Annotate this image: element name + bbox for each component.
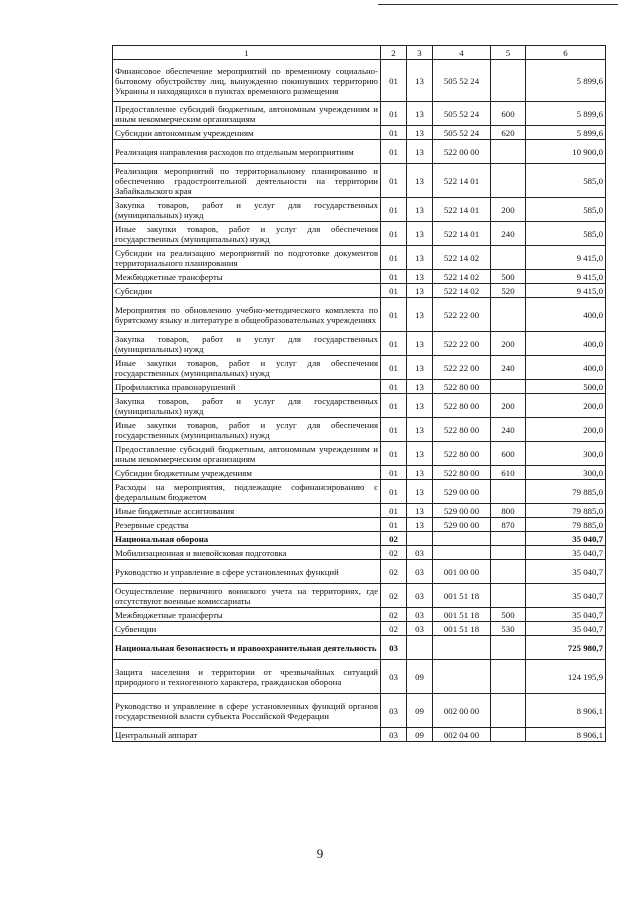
- row-section-code: 02: [381, 622, 407, 636]
- row-target-code: 002 04 00: [433, 728, 491, 742]
- row-target-code: 001 00 00: [433, 560, 491, 584]
- row-section-code: 01: [381, 518, 407, 532]
- row-amount: 35 040,7: [526, 584, 606, 608]
- row-name: Осуществление первичного воинского учета на территориях, где отсутствуют военные комиссариаты: [113, 584, 381, 608]
- table-row: [113, 284, 606, 298]
- row-section-code: 01: [381, 394, 407, 418]
- table-row: [113, 270, 606, 284]
- table-row: [113, 480, 606, 504]
- row-amount: 300,0: [526, 466, 606, 480]
- row-amount: 124 195,9: [526, 660, 606, 694]
- row-expense-type-code: 200: [491, 394, 526, 418]
- table-body: [113, 60, 606, 742]
- row-section-code: 03: [381, 636, 407, 660]
- table-row: [113, 356, 606, 380]
- row-name: Иные бюджетные ассигнования: [113, 504, 381, 518]
- row-section-code: 01: [381, 466, 407, 480]
- row-section-code: 01: [381, 380, 407, 394]
- row-subsection-code: 13: [407, 222, 433, 246]
- header-col-4: 4: [433, 46, 491, 60]
- row-target-code: [433, 636, 491, 660]
- row-target-code: 529 00 00: [433, 504, 491, 518]
- row-name: Финансовое обеспечение мероприятий по временному социально-бытовому обустройству лиц, вынужденно покинувших территорию Украины и находящихся в пунктах временного размещения: [113, 60, 381, 102]
- row-target-code: 522 00 00: [433, 140, 491, 164]
- row-section-code: 01: [381, 222, 407, 246]
- row-subsection-code: 03: [407, 608, 433, 622]
- row-amount: 35 040,7: [526, 560, 606, 584]
- row-subsection-code: 13: [407, 164, 433, 198]
- row-amount: 9 415,0: [526, 270, 606, 284]
- row-subsection-code: 13: [407, 246, 433, 270]
- row-expense-type-code: [491, 380, 526, 394]
- table-row: [113, 418, 606, 442]
- top-rule: [378, 4, 618, 5]
- row-expense-type-code: 500: [491, 270, 526, 284]
- header-col-6: 6: [526, 46, 606, 60]
- row-section-code: 01: [381, 284, 407, 298]
- row-target-code: 522 14 02: [433, 270, 491, 284]
- row-expense-type-code: [491, 60, 526, 102]
- row-section-code: 01: [381, 102, 407, 126]
- row-section-code: 01: [381, 198, 407, 222]
- table-row: [113, 560, 606, 584]
- header-col-3: 3: [407, 46, 433, 60]
- row-subsection-code: 13: [407, 504, 433, 518]
- row-amount: 9 415,0: [526, 284, 606, 298]
- row-expense-type-code: 610: [491, 466, 526, 480]
- row-section-code: 03: [381, 728, 407, 742]
- row-subsection-code: 13: [407, 380, 433, 394]
- row-subsection-code: 13: [407, 518, 433, 532]
- row-subsection-code: [407, 636, 433, 660]
- table-row: [113, 608, 606, 622]
- row-target-code: 522 22 00: [433, 356, 491, 380]
- row-name: Межбюджетные трансферты: [113, 608, 381, 622]
- row-subsection-code: 09: [407, 728, 433, 742]
- row-expense-type-code: [491, 636, 526, 660]
- row-subsection-code: 13: [407, 126, 433, 140]
- row-target-code: 001 51 18: [433, 622, 491, 636]
- row-target-code: 522 80 00: [433, 394, 491, 418]
- row-amount: 8 906,1: [526, 694, 606, 728]
- row-amount: 8 906,1: [526, 728, 606, 742]
- row-amount: 725 980,7: [526, 636, 606, 660]
- row-name: Предоставление субсидий бюджетным, автономным учреждениям и иным некоммерческим организациям: [113, 102, 381, 126]
- row-target-code: 002 00 00: [433, 694, 491, 728]
- header-col-2: 2: [381, 46, 407, 60]
- row-section-code: 01: [381, 164, 407, 198]
- row-amount: 585,0: [526, 222, 606, 246]
- row-expense-type-code: [491, 298, 526, 332]
- row-target-code: 522 14 01: [433, 164, 491, 198]
- row-expense-type-code: 240: [491, 356, 526, 380]
- row-target-code: [433, 546, 491, 560]
- row-name: Реализация направления расходов по отдельным мероприятиям: [113, 140, 381, 164]
- row-expense-type-code: [491, 660, 526, 694]
- table-row: [113, 126, 606, 140]
- row-name: Субсидии: [113, 284, 381, 298]
- row-name: Субсидии на реализацию мероприятий по подготовке документов территориального планирования: [113, 246, 381, 270]
- row-name: Расходы на мероприятия, подлежащие софинансированию с федеральным бюджетом: [113, 480, 381, 504]
- row-subsection-code: 13: [407, 60, 433, 102]
- row-section-code: 01: [381, 246, 407, 270]
- row-section-code: 02: [381, 584, 407, 608]
- row-subsection-code: 09: [407, 694, 433, 728]
- table-row: [113, 466, 606, 480]
- row-name: Резервные средства: [113, 518, 381, 532]
- row-amount: 35 040,7: [526, 622, 606, 636]
- row-target-code: 505 52 24: [433, 102, 491, 126]
- row-expense-type-code: 600: [491, 442, 526, 466]
- row-amount: 300,0: [526, 442, 606, 466]
- row-target-code: 522 14 02: [433, 246, 491, 270]
- row-subsection-code: 03: [407, 560, 433, 584]
- row-expense-type-code: 530: [491, 622, 526, 636]
- row-amount: 400,0: [526, 356, 606, 380]
- page-number: 9: [316, 846, 324, 861]
- row-amount: 10 900,0: [526, 140, 606, 164]
- row-name: Иные закупки товаров, работ и услуг для обеспечения государственных (муниципальных) нужд: [113, 222, 381, 246]
- row-section-code: 01: [381, 480, 407, 504]
- row-target-code: 522 80 00: [433, 418, 491, 442]
- row-expense-type-code: [491, 164, 526, 198]
- row-expense-type-code: [491, 140, 526, 164]
- row-section-code: 01: [381, 60, 407, 102]
- row-section-code: 02: [381, 560, 407, 584]
- row-expense-type-code: 240: [491, 222, 526, 246]
- row-target-code: 505 52 24: [433, 126, 491, 140]
- row-section-code: 01: [381, 418, 407, 442]
- row-expense-type-code: [491, 560, 526, 584]
- row-expense-type-code: [491, 246, 526, 270]
- row-section-code: 01: [381, 332, 407, 356]
- table-row: [113, 532, 606, 546]
- table-row: [113, 380, 606, 394]
- table-row: [113, 584, 606, 608]
- table-row: [113, 442, 606, 466]
- row-target-code: 001 51 18: [433, 584, 491, 608]
- row-amount: 5 899,6: [526, 102, 606, 126]
- row-target-code: 522 14 01: [433, 222, 491, 246]
- row-section-code: 02: [381, 546, 407, 560]
- row-name: Закупка товаров, работ и услуг для государственных (муниципальных) нужд: [113, 332, 381, 356]
- table-row: [113, 60, 606, 102]
- header-col-5: 5: [491, 46, 526, 60]
- table-row: [113, 164, 606, 198]
- row-expense-type-code: [491, 584, 526, 608]
- row-expense-type-code: 200: [491, 198, 526, 222]
- table-row: [113, 518, 606, 532]
- row-name: Субсидии бюджетным учреждениям: [113, 466, 381, 480]
- table-row: [113, 394, 606, 418]
- table-row: [113, 546, 606, 560]
- row-name: Национальная безопасность и правоохранительная деятельность: [113, 636, 381, 660]
- row-target-code: 522 80 00: [433, 380, 491, 394]
- row-expense-type-code: [491, 480, 526, 504]
- row-subsection-code: 03: [407, 584, 433, 608]
- row-amount: 200,0: [526, 394, 606, 418]
- row-amount: 585,0: [526, 164, 606, 198]
- row-target-code: 001 51 18: [433, 608, 491, 622]
- table-row: [113, 660, 606, 694]
- row-subsection-code: 13: [407, 418, 433, 442]
- row-amount: 500,0: [526, 380, 606, 394]
- row-name: Субвенции: [113, 622, 381, 636]
- row-target-code: 505 52 24: [433, 60, 491, 102]
- row-target-code: 522 22 00: [433, 332, 491, 356]
- row-expense-type-code: 800: [491, 504, 526, 518]
- table-row: [113, 332, 606, 356]
- row-subsection-code: 13: [407, 394, 433, 418]
- row-section-code: 01: [381, 140, 407, 164]
- row-expense-type-code: 500: [491, 608, 526, 622]
- table-row: [113, 694, 606, 728]
- header-col-1: 1: [113, 46, 381, 60]
- row-amount: 35 040,7: [526, 532, 606, 546]
- row-subsection-code: 13: [407, 102, 433, 126]
- row-amount: 5 899,6: [526, 60, 606, 102]
- row-amount: 400,0: [526, 332, 606, 356]
- table-row: [113, 622, 606, 636]
- row-name: Предоставление субсидий бюджетным, автономным учреждениям и иным некоммерческим организациям: [113, 442, 381, 466]
- row-expense-type-code: 600: [491, 102, 526, 126]
- row-subsection-code: 13: [407, 480, 433, 504]
- row-section-code: 02: [381, 608, 407, 622]
- row-subsection-code: 09: [407, 660, 433, 694]
- row-name: Защита населения и территории от чрезвычайных ситуаций природного и техногенного характера, гражданская оборона: [113, 660, 381, 694]
- row-subsection-code: 13: [407, 198, 433, 222]
- row-name: Реализация мероприятий по территориальному планированию и обеспечению градостроительной деятельности на территории Забайкальского края: [113, 164, 381, 198]
- row-amount: 200,0: [526, 418, 606, 442]
- row-expense-type-code: 520: [491, 284, 526, 298]
- row-name: Мероприятия по обновлению учебно-методического комплекта по бурятскому языку и литературе в общеобразовательных учреждениях: [113, 298, 381, 332]
- row-name: Закупка товаров, работ и услуг для государственных (муниципальных) нужд: [113, 394, 381, 418]
- row-name: Профилактика правонарушений: [113, 380, 381, 394]
- row-target-code: 522 80 00: [433, 466, 491, 480]
- row-subsection-code: 13: [407, 332, 433, 356]
- row-section-code: 03: [381, 660, 407, 694]
- row-amount: 9 415,0: [526, 246, 606, 270]
- row-amount: 400,0: [526, 298, 606, 332]
- table-row: [113, 246, 606, 270]
- row-amount: 585,0: [526, 198, 606, 222]
- row-amount: 79 885,0: [526, 480, 606, 504]
- row-section-code: 01: [381, 298, 407, 332]
- row-section-code: 03: [381, 694, 407, 728]
- row-target-code: [433, 660, 491, 694]
- row-target-code: 522 22 00: [433, 298, 491, 332]
- row-subsection-code: 13: [407, 466, 433, 480]
- row-amount: 35 040,7: [526, 546, 606, 560]
- table-row: [113, 198, 606, 222]
- table-row: [113, 140, 606, 164]
- budget-table: [112, 45, 606, 742]
- row-name: Иные закупки товаров, работ и услуг для обеспечения государственных (муниципальных) нужд: [113, 418, 381, 442]
- table-row: [113, 504, 606, 518]
- row-name: Субсидии автономным учреждениям: [113, 126, 381, 140]
- row-amount: 5 899,6: [526, 126, 606, 140]
- row-section-code: 02: [381, 532, 407, 546]
- row-expense-type-code: 870: [491, 518, 526, 532]
- row-name: Мобилизационная и вневойсковая подготовка: [113, 546, 381, 560]
- row-name: Закупка товаров, работ и услуг для государственных (муниципальных) нужд: [113, 198, 381, 222]
- row-section-code: 01: [381, 126, 407, 140]
- row-target-code: 522 80 00: [433, 442, 491, 466]
- row-name: Руководство и управление в сфере установленных функций: [113, 560, 381, 584]
- row-name: Центральный аппарат: [113, 728, 381, 742]
- row-subsection-code: 13: [407, 140, 433, 164]
- table-row: [113, 636, 606, 660]
- row-subsection-code: 13: [407, 270, 433, 284]
- table-row: [113, 102, 606, 126]
- row-section-code: 01: [381, 270, 407, 284]
- row-expense-type-code: 200: [491, 332, 526, 356]
- table-row: [113, 222, 606, 246]
- row-subsection-code: 13: [407, 284, 433, 298]
- row-section-code: 01: [381, 442, 407, 466]
- row-amount: 79 885,0: [526, 504, 606, 518]
- row-name: Национальная оборона: [113, 532, 381, 546]
- row-target-code: [433, 532, 491, 546]
- row-expense-type-code: [491, 532, 526, 546]
- row-subsection-code: [407, 532, 433, 546]
- row-target-code: 529 00 00: [433, 480, 491, 504]
- row-subsection-code: 13: [407, 298, 433, 332]
- row-subsection-code: 13: [407, 356, 433, 380]
- table-header-row: [113, 46, 606, 60]
- row-expense-type-code: [491, 546, 526, 560]
- row-section-code: 01: [381, 504, 407, 518]
- row-expense-type-code: [491, 694, 526, 728]
- row-target-code: 529 00 00: [433, 518, 491, 532]
- row-amount: 79 885,0: [526, 518, 606, 532]
- table-row: [113, 728, 606, 742]
- row-name: Иные закупки товаров, работ и услуг для обеспечения государственных (муниципальных) нужд: [113, 356, 381, 380]
- row-target-code: 522 14 02: [433, 284, 491, 298]
- table-row: [113, 298, 606, 332]
- row-expense-type-code: [491, 728, 526, 742]
- row-target-code: 522 14 01: [433, 198, 491, 222]
- row-subsection-code: 03: [407, 622, 433, 636]
- row-name: Руководство и управление в сфере установленных функций органов государственной власти субъекта Российской Федерации: [113, 694, 381, 728]
- row-subsection-code: 13: [407, 442, 433, 466]
- row-expense-type-code: 240: [491, 418, 526, 442]
- row-expense-type-code: 620: [491, 126, 526, 140]
- row-section-code: 01: [381, 356, 407, 380]
- row-subsection-code: 03: [407, 546, 433, 560]
- row-name: Межбюджетные трансферты: [113, 270, 381, 284]
- row-amount: 35 040,7: [526, 608, 606, 622]
